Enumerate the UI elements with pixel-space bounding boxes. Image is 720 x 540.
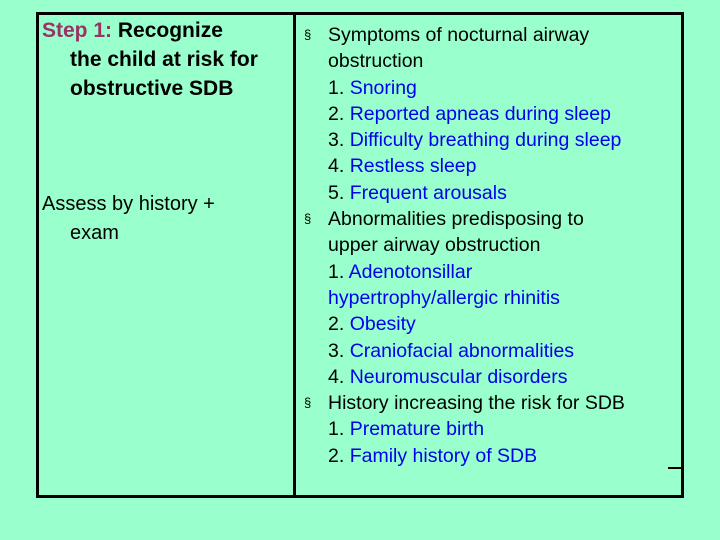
list-item [304, 101, 680, 127]
item-number: 4. [328, 365, 345, 388]
item-number: 1. [328, 260, 345, 283]
item-number: 5. [328, 181, 345, 204]
item-text-continued: hypertrophy/allergic rhinitis [328, 286, 560, 309]
item-number: 1. [328, 76, 345, 99]
list-item [304, 364, 680, 390]
bullet-title-line-1: Symptoms of nocturnal airway [328, 24, 590, 46]
symptoms-bullet [304, 22, 680, 75]
step-heading-line-2: the child at risk for [70, 48, 258, 71]
assess-line-1: Assess by history + [42, 193, 215, 215]
item-number: 1. [328, 418, 345, 441]
item-number: 2. [328, 102, 345, 125]
item-number: 4. [328, 155, 345, 178]
list-item [304, 127, 680, 153]
bullet-marker: § [304, 211, 312, 227]
list-item [304, 311, 680, 337]
item-text: Reported apneas during sleep [349, 102, 611, 125]
bullet-marker: § [304, 395, 312, 411]
bullet-title-line-2: upper airway obstruction [328, 234, 541, 257]
step-heading-line-1 [42, 16, 292, 45]
list-item [304, 75, 680, 101]
item-text: Family history of SDB [349, 444, 538, 467]
list-item [304, 338, 680, 364]
item-text: Adenotonsillar [348, 260, 473, 283]
list-item [304, 443, 680, 469]
item-text: Obesity [349, 313, 416, 336]
history-group [304, 390, 680, 469]
list-item [304, 259, 680, 312]
item-text: Restless sleep [349, 155, 477, 178]
item-number: 3. [328, 129, 345, 152]
step-heading-text-1: Recognize [117, 19, 223, 42]
bullet-title-line-2: obstruction [328, 50, 424, 73]
assess-text [42, 190, 292, 248]
item-text: Snoring [349, 76, 417, 99]
column-divider [293, 12, 296, 498]
item-text: Difficulty breathing during sleep [349, 129, 622, 152]
item-number: 2. [328, 444, 345, 467]
bullet-marker: § [304, 27, 312, 42]
list-item [304, 416, 680, 442]
step-label: Step 1: [42, 19, 113, 42]
item-number: 3. [328, 339, 345, 362]
list-item [304, 180, 680, 206]
symptoms-group [304, 22, 680, 206]
step-heading [42, 16, 292, 103]
item-number: 2. [328, 313, 345, 336]
left-column [42, 16, 292, 103]
assess-line-2: exam [70, 222, 119, 244]
bullet-title-line-1: Abnormalities predisposing to [328, 208, 584, 231]
abnormalities-group [304, 206, 680, 390]
history-bullet [304, 390, 680, 416]
item-text: Neuromuscular disorders [349, 365, 568, 388]
item-text: Premature birth [349, 418, 485, 441]
list-item [304, 153, 680, 179]
item-text: Frequent arousals [349, 181, 507, 204]
right-column [304, 22, 680, 469]
bullet-title-line-1: History increasing the risk for SDB [328, 392, 625, 415]
abnormalities-bullet [304, 206, 680, 259]
item-text: Craniofacial abnormalities [349, 339, 575, 362]
step-heading-line-3: obstructive SDB [70, 77, 234, 100]
